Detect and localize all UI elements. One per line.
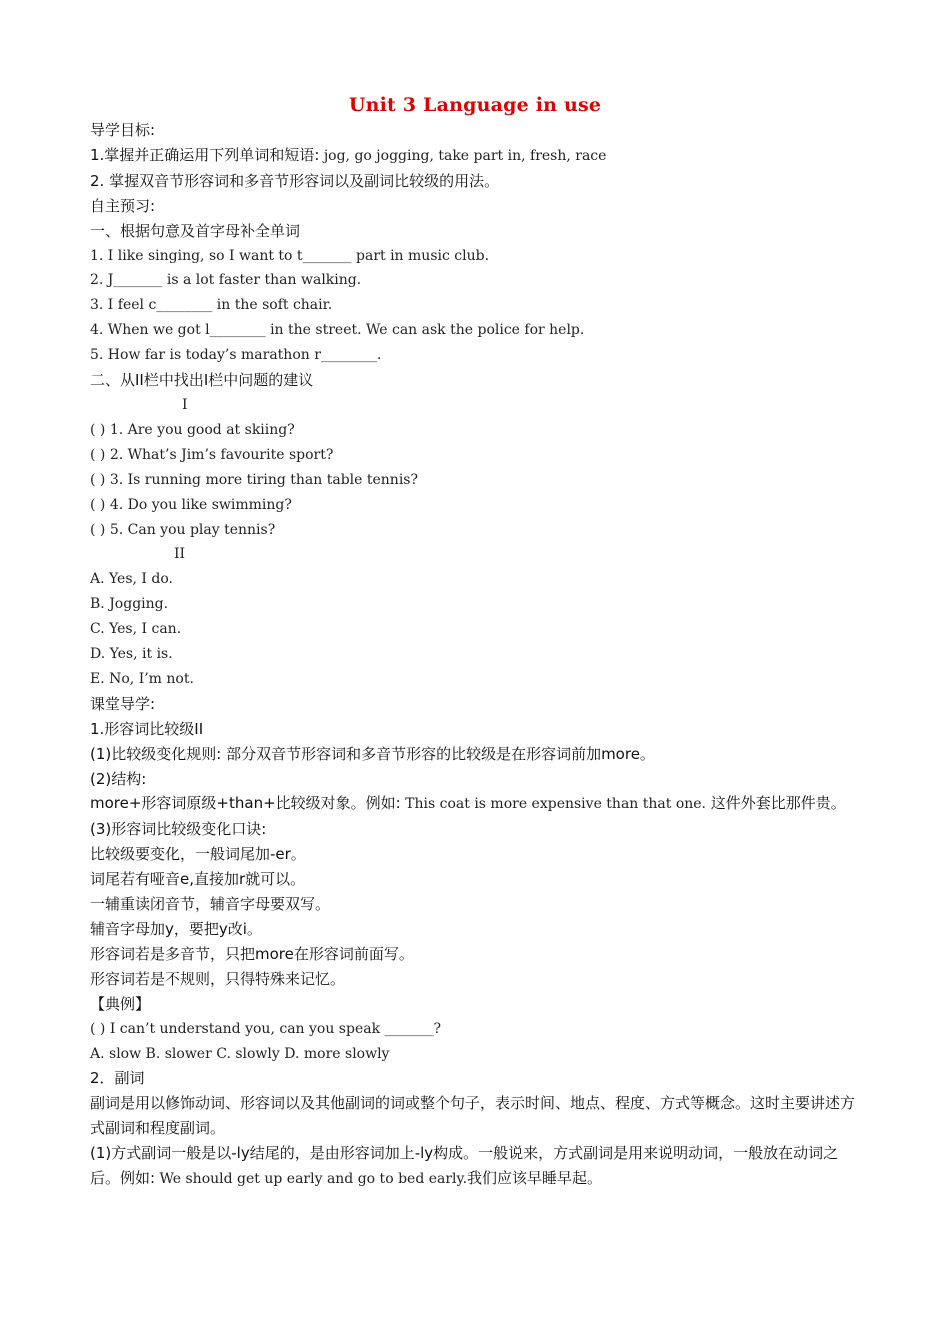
fill-item-1: 1. I like singing, so I want to t_______ part in music club. (90, 247, 490, 264)
part1-heading: 一、根据句意及首字母补全单词 (90, 221, 301, 240)
fill-item-4: 4. When we got l________ in the street. We can ask the police for help. (90, 322, 585, 339)
part2-heading: 二、从II栏中找出I栏中问题的建议 (90, 371, 314, 390)
match-answer-d: D. Yes, it is. (90, 646, 173, 663)
mnemonic-line-6: 形容词若是不规则，只得特殊来记忆。 (90, 969, 346, 988)
column-2-label: II (174, 546, 186, 563)
example-question: ( ) I can’t understand you, can you speak _______? (90, 1020, 442, 1037)
section-1-heading: 1.形容词比较级II (90, 719, 204, 738)
fill-item-3: 3. I feel c________ in the soft chair. (90, 297, 333, 314)
mnemonic-line-2: 词尾若有哑音e,直接加r就可以。 (90, 870, 306, 889)
match-question-3: ( ) 3. Is running more tiring than table tennis? (90, 471, 418, 488)
match-question-2: ( ) 2. What’s Jim’s favourite sport? (90, 446, 334, 463)
example-options: A. slow B. slower C. slowly D. more slowly (90, 1045, 390, 1062)
adverb-rule-1-text-a: (1)方式副词一般是以-ly结尾的，是由形容词加上-ly构成。一般说来，方式副词是用来说明动词，一般放在动词之后。例如: (90, 1144, 839, 1188)
classroom-heading: 课堂导学: (90, 694, 156, 713)
rule-3: (3)形容词比较级变化口诀: (90, 820, 267, 839)
objectives-heading: 导学目标: (90, 121, 156, 139)
adverb-definition: 副词是用以修饰动词、形容词以及其他副词的词或整个句子，表示时间、地点、程度、方式等概念。这时主要讲述方式副词和程度副词。 (90, 1094, 856, 1138)
match-question-1: ( ) 1. Are you good at skiing? (90, 421, 295, 438)
rule-1: (1)比较级变化规则: 部分双音节形容词和多音节形容的比较级是在形容词前加more。 (90, 744, 655, 763)
structure-text-a: more+形容词原级+than+比较级对象。例如: (90, 794, 401, 813)
section-2-heading: 2．副词 (90, 1069, 145, 1088)
example-heading: 【典例】 (90, 994, 151, 1013)
structure-paragraph (90, 791, 862, 817)
adverb-rule-1-example-en: We should get up early and go to bed early. (155, 1171, 468, 1188)
mnemonic-line-5: 形容词若是多音节，只把more在形容词前面写。 (90, 944, 414, 963)
structure-example-en: This coat is more expensive than that one. (400, 796, 707, 813)
match-question-4: ( ) 4. Do you like swimming? (90, 496, 292, 513)
mnemonic-line-3: 一辅重读闭音节，辅音字母要双写。 (90, 895, 331, 914)
objective-1 (90, 143, 862, 169)
match-answer-c: C. Yes, I can. (90, 621, 182, 638)
match-answer-e: E. No, I’m not. (90, 670, 194, 687)
preview-heading: 自主预习: (90, 196, 156, 215)
mnemonic-line-1: 比较级要变化，一般词尾加-er。 (90, 845, 306, 864)
rule-2: (2)结构: (90, 769, 147, 788)
match-answer-a: A. Yes, I do. (90, 571, 173, 588)
match-question-5: ( ) 5. Can you play tennis? (90, 521, 276, 538)
adverb-rule-1-text-b: 我们应该早睡早起。 (467, 1169, 603, 1188)
mnemonic-line-4: 辅音字母加y，要把y改i。 (90, 920, 262, 938)
objective-2: 2. 掌握双音节形容词和多音节形容词以及副词比较级的用法。 (90, 171, 500, 190)
page-title: Unit 3 Language in use (348, 94, 602, 116)
document-body (90, 118, 862, 1192)
fill-item-5: 5. How far is today’s marathon r________. (90, 347, 382, 364)
column-1-label: I (182, 396, 188, 413)
adverb-rule-1 (90, 1141, 862, 1192)
match-answer-b: B. Jogging. (90, 596, 169, 613)
structure-text-b: 这件外套比那件贵。 (706, 794, 846, 813)
objective-1-en: jog, go jogging, take part in, fresh, race (319, 147, 607, 164)
objective-1-cn: 1.掌握并正确运用下列单词和短语: (90, 145, 320, 164)
fill-item-2: 2. J_______ is a lot faster than walking. (90, 272, 362, 289)
